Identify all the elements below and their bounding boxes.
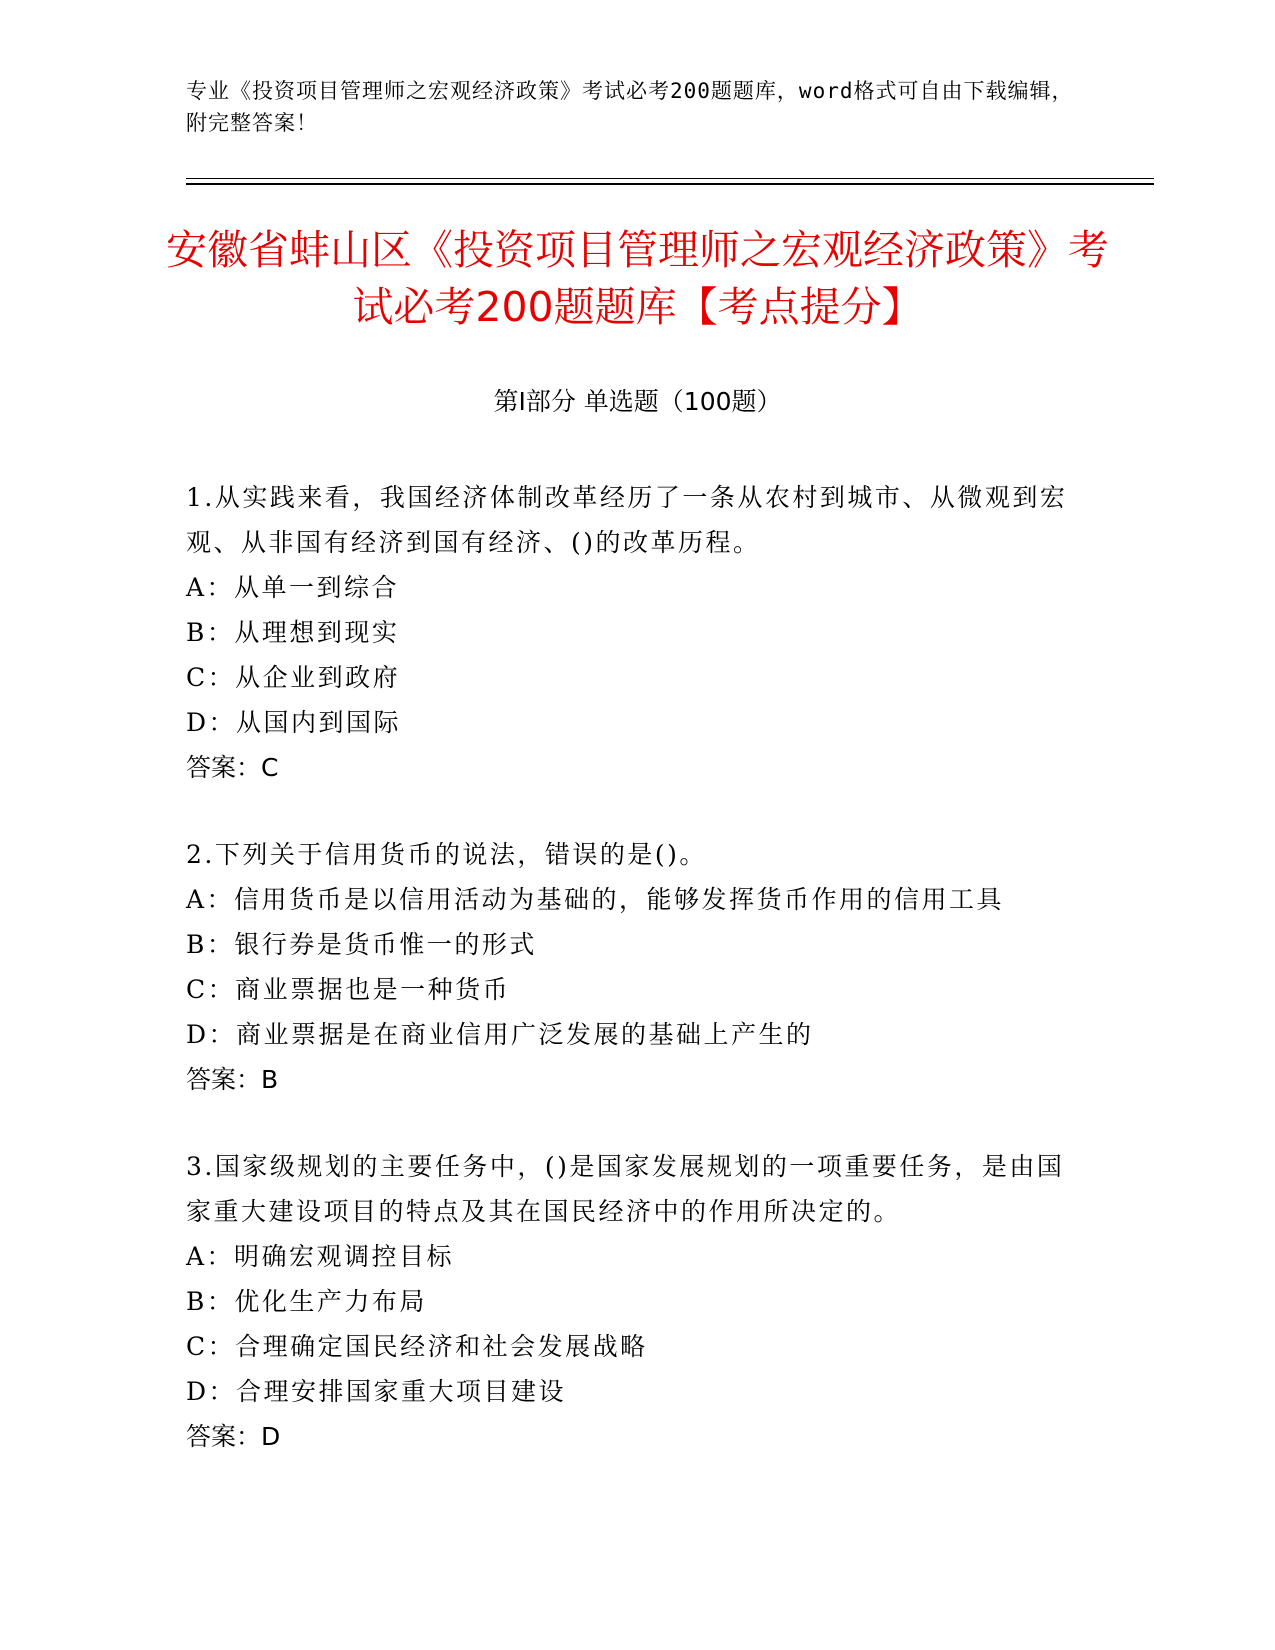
document-title: 安徽省蚌山区《投资项目管理师之宏观经济政策》考试必考200题题库【考点提分】 bbox=[166, 226, 1109, 331]
option-c: C：商业票据也是一种货币 bbox=[186, 975, 511, 1004]
option-b: B：从理想到现实 bbox=[186, 618, 400, 647]
section-title: 第I部分 单选题（100题） bbox=[493, 387, 782, 416]
option-d: D：商业票据是在商业信用广泛发展的基础上产生的 bbox=[186, 1020, 814, 1049]
option-c: C：从企业到政府 bbox=[186, 663, 401, 692]
question-stem: 1.从实践来看，我国经济体制改革经历了一条从农村到城市、从微观到宏观、从非国有经济到国有经济、()的改革历程。 bbox=[186, 483, 1068, 557]
option-c: C：合理确定国民经济和社会发展战略 bbox=[186, 1332, 648, 1361]
option-a: A：从单一到综合 bbox=[186, 573, 400, 602]
option-d: D：合理安排国家重大项目建设 bbox=[186, 1377, 567, 1406]
question-item bbox=[186, 1144, 1086, 1459]
option-a: A：明确宏观调控目标 bbox=[186, 1242, 455, 1271]
answer-line: 答案：B bbox=[186, 1065, 279, 1094]
question-stem: 2.下列关于信用货币的说法，错误的是()。 bbox=[186, 840, 707, 869]
question-stem: 3.国家级规划的主要任务中，()是国家发展规划的一项重要任务，是由国家重大建设项目的特点及其在国民经济中的作用所决定的。 bbox=[186, 1152, 1065, 1226]
answer-line: 答案：C bbox=[186, 753, 279, 782]
option-a: A：信用货币是以信用活动为基础的，能够发挥货币作用的信用工具 bbox=[186, 885, 1005, 914]
option-b: B：优化生产力布局 bbox=[186, 1287, 427, 1316]
question-item bbox=[186, 832, 1086, 1102]
header-divider-thin bbox=[186, 178, 1154, 179]
question-item bbox=[186, 475, 1086, 790]
question-list bbox=[186, 475, 1086, 1501]
answer-line: 答案：D bbox=[186, 1422, 281, 1451]
header-divider-thick bbox=[186, 183, 1154, 185]
option-b: B：银行券是货币惟一的形式 bbox=[186, 930, 537, 959]
header-note: 专业《投资项目管理师之宏观经济政策》考试必考200题题库，word格式可自由下载编辑，附完整答案！ bbox=[186, 79, 1074, 135]
option-d: D：从国内到国际 bbox=[186, 708, 402, 737]
